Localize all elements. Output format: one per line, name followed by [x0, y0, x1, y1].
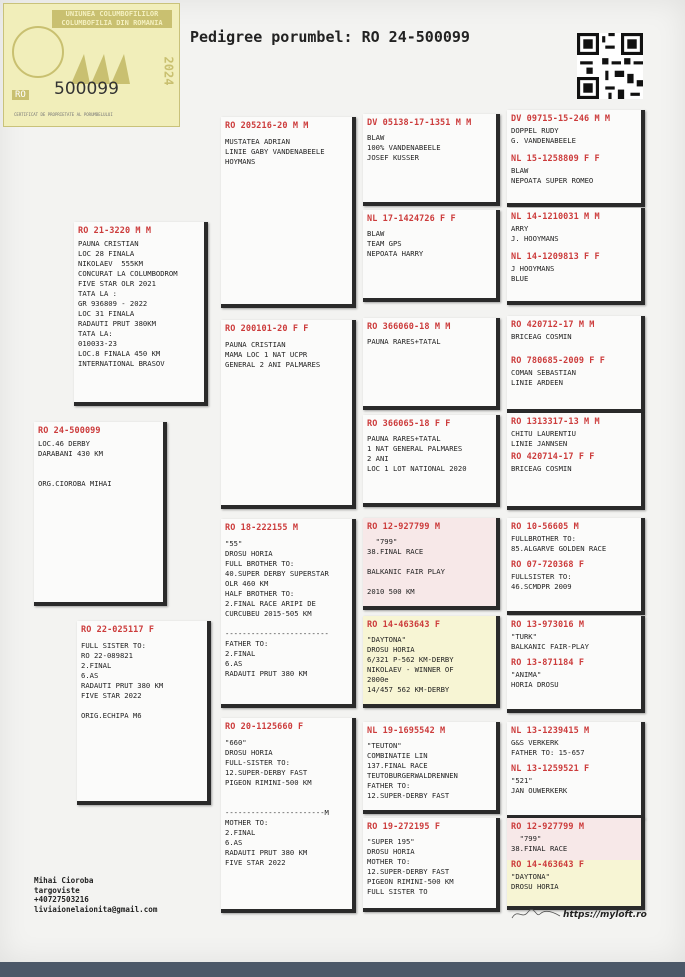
card-notes: PAUNA CRISTIAN LOC 28 FINALA NIKOLAEV 555KM CONCURAT LA COLUMBODROM FIVE STAR OLR 2021 TATA LA : GR 936809 - 2022 LOC 31 FINALA RADAUTI PRUT 380KM TATA LA: 010033-23 LOC.8 FINALA 450 KM INTERNATIONAL BRASOV	[78, 239, 178, 368]
ring-number-female: RO 13-871184 F	[511, 658, 585, 668]
ring-number: RO 12-927799 M	[367, 522, 441, 532]
ring-number: RO 205216-20 M M	[225, 121, 309, 131]
card-notes: PAUNA RARES+TATAL	[367, 337, 441, 346]
dam-dam-sire-card	[363, 722, 500, 814]
card-notes-female: "ANIMA" HORIA DROSU	[511, 670, 559, 689]
card-notes: FULL SISTER TO: RO 22-089821 2.FINAL 6.AS RADAUTI PRUT 380 KM FIVE STAR 2022 ORIG.ECHIPA M6	[81, 641, 164, 720]
ring-number: RO 18-222155 M	[225, 523, 299, 533]
certificate-year: 2024	[161, 56, 176, 86]
sire-sire-dam-card	[363, 210, 500, 302]
ring-number-male: RO 1313317-13 M M	[511, 417, 600, 427]
sire-sire-sire-card	[363, 114, 500, 206]
card-notes: "799" 38.FINAL RACE BALKANIC FAIR PLAY 2010 500 KM	[367, 537, 445, 596]
dam-sire-dam-card	[363, 616, 500, 708]
ring-number: DV 05138-17-1351 M M	[367, 118, 472, 128]
gen4-pair-6	[507, 616, 645, 713]
card-notes: "660" DROSU HORIA FULL-SISTER TO: 12.SUPER-DERBY FAST PIGEON RIMINI-500 KM -----------------------M MOTHER TO: 2.FINAL 6.AS RADAUTI PRUT 380 KM FIVE STAR 2022	[225, 738, 329, 867]
ring-number-female: RO 07-720368 F	[511, 560, 585, 570]
card-notes-male: "TURK" BALKANIC FAIR-PLAY	[511, 632, 589, 651]
ring-number: RO 24-500099	[38, 426, 101, 436]
card-notes: LOC.46 DERBY DARABANI 430 KM ORG.CIOROBA MIHAI	[38, 439, 112, 488]
card-notes: MUSTATEA ADRIAN LINIE GABY VANDENABEELE HOYMANS	[225, 137, 325, 166]
card-notes-female: "521" JAN OUWERKERK	[511, 776, 568, 795]
card-notes: PAUNA CRISTIAN MAMA LOC 1 NAT UCPR GENERAL 2 ANI PALMARES	[225, 340, 321, 369]
gen4-pair-5	[507, 518, 645, 615]
card-notes: BLAW 100% VANDENABEELE JOSEF KUSSER	[367, 133, 441, 162]
gen4-pair-1	[507, 110, 645, 207]
ring-number-female: NL 15-1258809 F F	[511, 154, 600, 164]
background-surface	[0, 962, 685, 977]
gen4-pair-2	[507, 208, 645, 305]
ring-number: RO 22-025117 F	[81, 625, 155, 635]
card-notes-female: J HOOYMANS BLUE	[511, 264, 555, 283]
ring-number-male: RO 420712-17 M M	[511, 320, 595, 330]
ring-number: RO 20-1125660 F	[225, 722, 304, 732]
dam-sire-card	[221, 519, 356, 708]
card-notes-male: G&S VERKERK FATHER TO: 15-657	[511, 738, 585, 757]
card-notes-female: BLAW NEPOATA SUPER ROMEO	[511, 166, 594, 185]
signature-icon	[510, 906, 562, 922]
ring-number-female: NL 13-1259521 F	[511, 764, 590, 774]
ring-number: RO 366065-18 F F	[367, 419, 451, 429]
ring-number: RO 366060-18 M M	[367, 322, 451, 332]
card-notes: "55" DROSU HORIA FULL BROTHER TO: 40.SUPER DERBY SUPERSTAR OLR 460 KM HALF BROTHER TO: 2.FINAL RACE ARIPI DE CURCUBEU 2015-505 KM ------------------------ FATHER TO: 2.FINAL 6.AS RADAUTI PRUT 380 KM	[225, 539, 329, 678]
certificate-country: RO	[12, 90, 29, 100]
qr-code-icon	[577, 33, 643, 99]
card-notes: BLAW TEAM GPS NEPOATA HARRY	[367, 229, 424, 258]
ring-number: RO 14-463643 F	[367, 620, 441, 630]
gen4-pair-4	[507, 413, 645, 510]
card-notes: "TEUTON" COMBINATIE LIN 137.FINAL RACE TEUTOBURGERWALDRENNEN FATHER TO: 12.SUPER-DERBY FAST	[367, 741, 458, 800]
ring-number-female: RO 780685-2009 F F	[511, 356, 605, 366]
card-notes-female: FULLSISTER TO: 46.SCMDPR 2009	[511, 572, 572, 591]
ring-number-female: RO 14-463643 F	[511, 860, 585, 870]
ring-number: RO 19-272195 F	[367, 822, 441, 832]
ring-number: NL 17-1424726 F F	[367, 214, 456, 224]
dam-sire-sire-card	[363, 518, 500, 610]
ring-number: RO 21-3220 M M	[78, 226, 152, 236]
card-notes-male: BRICEAG COSMIN	[511, 332, 572, 341]
ring-number-male: RO 10-56605 M	[511, 522, 579, 532]
ring-number-male: NL 13-1239415 M	[511, 726, 590, 736]
ring-number-female: RO 420714-17 F F	[511, 452, 595, 462]
dam-dam-dam-card	[363, 818, 500, 912]
card-notes: "SUPER 195" DROSU HORIA MOTHER TO: 12.SUPER-DERBY FAST PIGEON RIMINI-500 KM FULL SISTER TO	[367, 837, 454, 896]
ring-number-female: NL 14-1209813 F F	[511, 252, 600, 262]
card-notes-female: BRICEAG COSMIN	[511, 464, 572, 473]
card-notes-male: "799" 38.FINAL RACE	[511, 834, 568, 853]
dam-card	[77, 621, 211, 805]
ownership-certificate	[3, 3, 180, 127]
card-notes: PAUNA RARES+TATAL 1 NAT GENERAL PALMARES 2 ANI LOC 1 LOT NATIONAL 2020	[367, 434, 467, 473]
card-notes: "DAYTONA" DROSU HORIA 6/321 P-562 KM-DERBY NIKOLAEV - WINNER OF 2000e 14/457 562 KM-DERBY	[367, 635, 454, 694]
certificate-footer: CERTIFICAT DE PROPRIETATE AL PORUMBELULUI	[14, 112, 113, 117]
card-notes-male: ARRY J. HOOYMANS	[511, 224, 559, 243]
ring-number-male: DV 09715-15-246 M M	[511, 114, 611, 124]
card-notes-male: DOPPEL RUDY G. VANDENABEELE	[511, 126, 576, 145]
sire-dam-dam-card	[363, 415, 500, 507]
card-notes-male: CHITU LAURENTIU LINIE JANNSEN	[511, 429, 576, 448]
gen4-pair-7	[507, 722, 645, 819]
sire-card	[74, 222, 208, 406]
gen4-pair-8	[507, 818, 645, 910]
ring-number: NL 19-1695542 M	[367, 726, 446, 736]
sire-dam-card	[221, 320, 356, 509]
ring-number-male: RO 13-973016 M	[511, 620, 585, 630]
gen4-pair-3	[507, 316, 645, 413]
card-notes-female: COMAN SEBASTIAN LINIE ARDEEN	[511, 368, 576, 387]
website-link[interactable]: https://myloft.ro	[563, 910, 647, 920]
ring-number: RO 200101-20 F F	[225, 324, 309, 334]
card-notes-male: FULLBROTHER TO: 85.ALGARVE GOLDEN RACE	[511, 534, 607, 553]
dam-dam-card	[221, 718, 356, 913]
page-title: Pedigree porumbel: RO 24-500099	[190, 28, 470, 46]
subject-card	[34, 422, 167, 606]
emblem-icon	[12, 26, 64, 78]
owner-contact: Mihai Cioroba targoviste +40727503216 liviaionelaionita@gmail.com	[34, 876, 158, 914]
sire-sire-card	[221, 117, 356, 308]
certificate-header: UNIUNEA COLUMBOFILILOR COLUMBOFILIA DIN ROMANIA	[52, 10, 172, 28]
ring-number-male: RO 12-927799 M	[511, 822, 585, 832]
card-notes-female: "DAYTONA" DROSU HORIA	[511, 872, 559, 891]
certificate-number: 500099	[54, 79, 119, 99]
ring-number-male: NL 14-1210031 M M	[511, 212, 600, 222]
sire-dam-sire-card	[363, 318, 500, 410]
